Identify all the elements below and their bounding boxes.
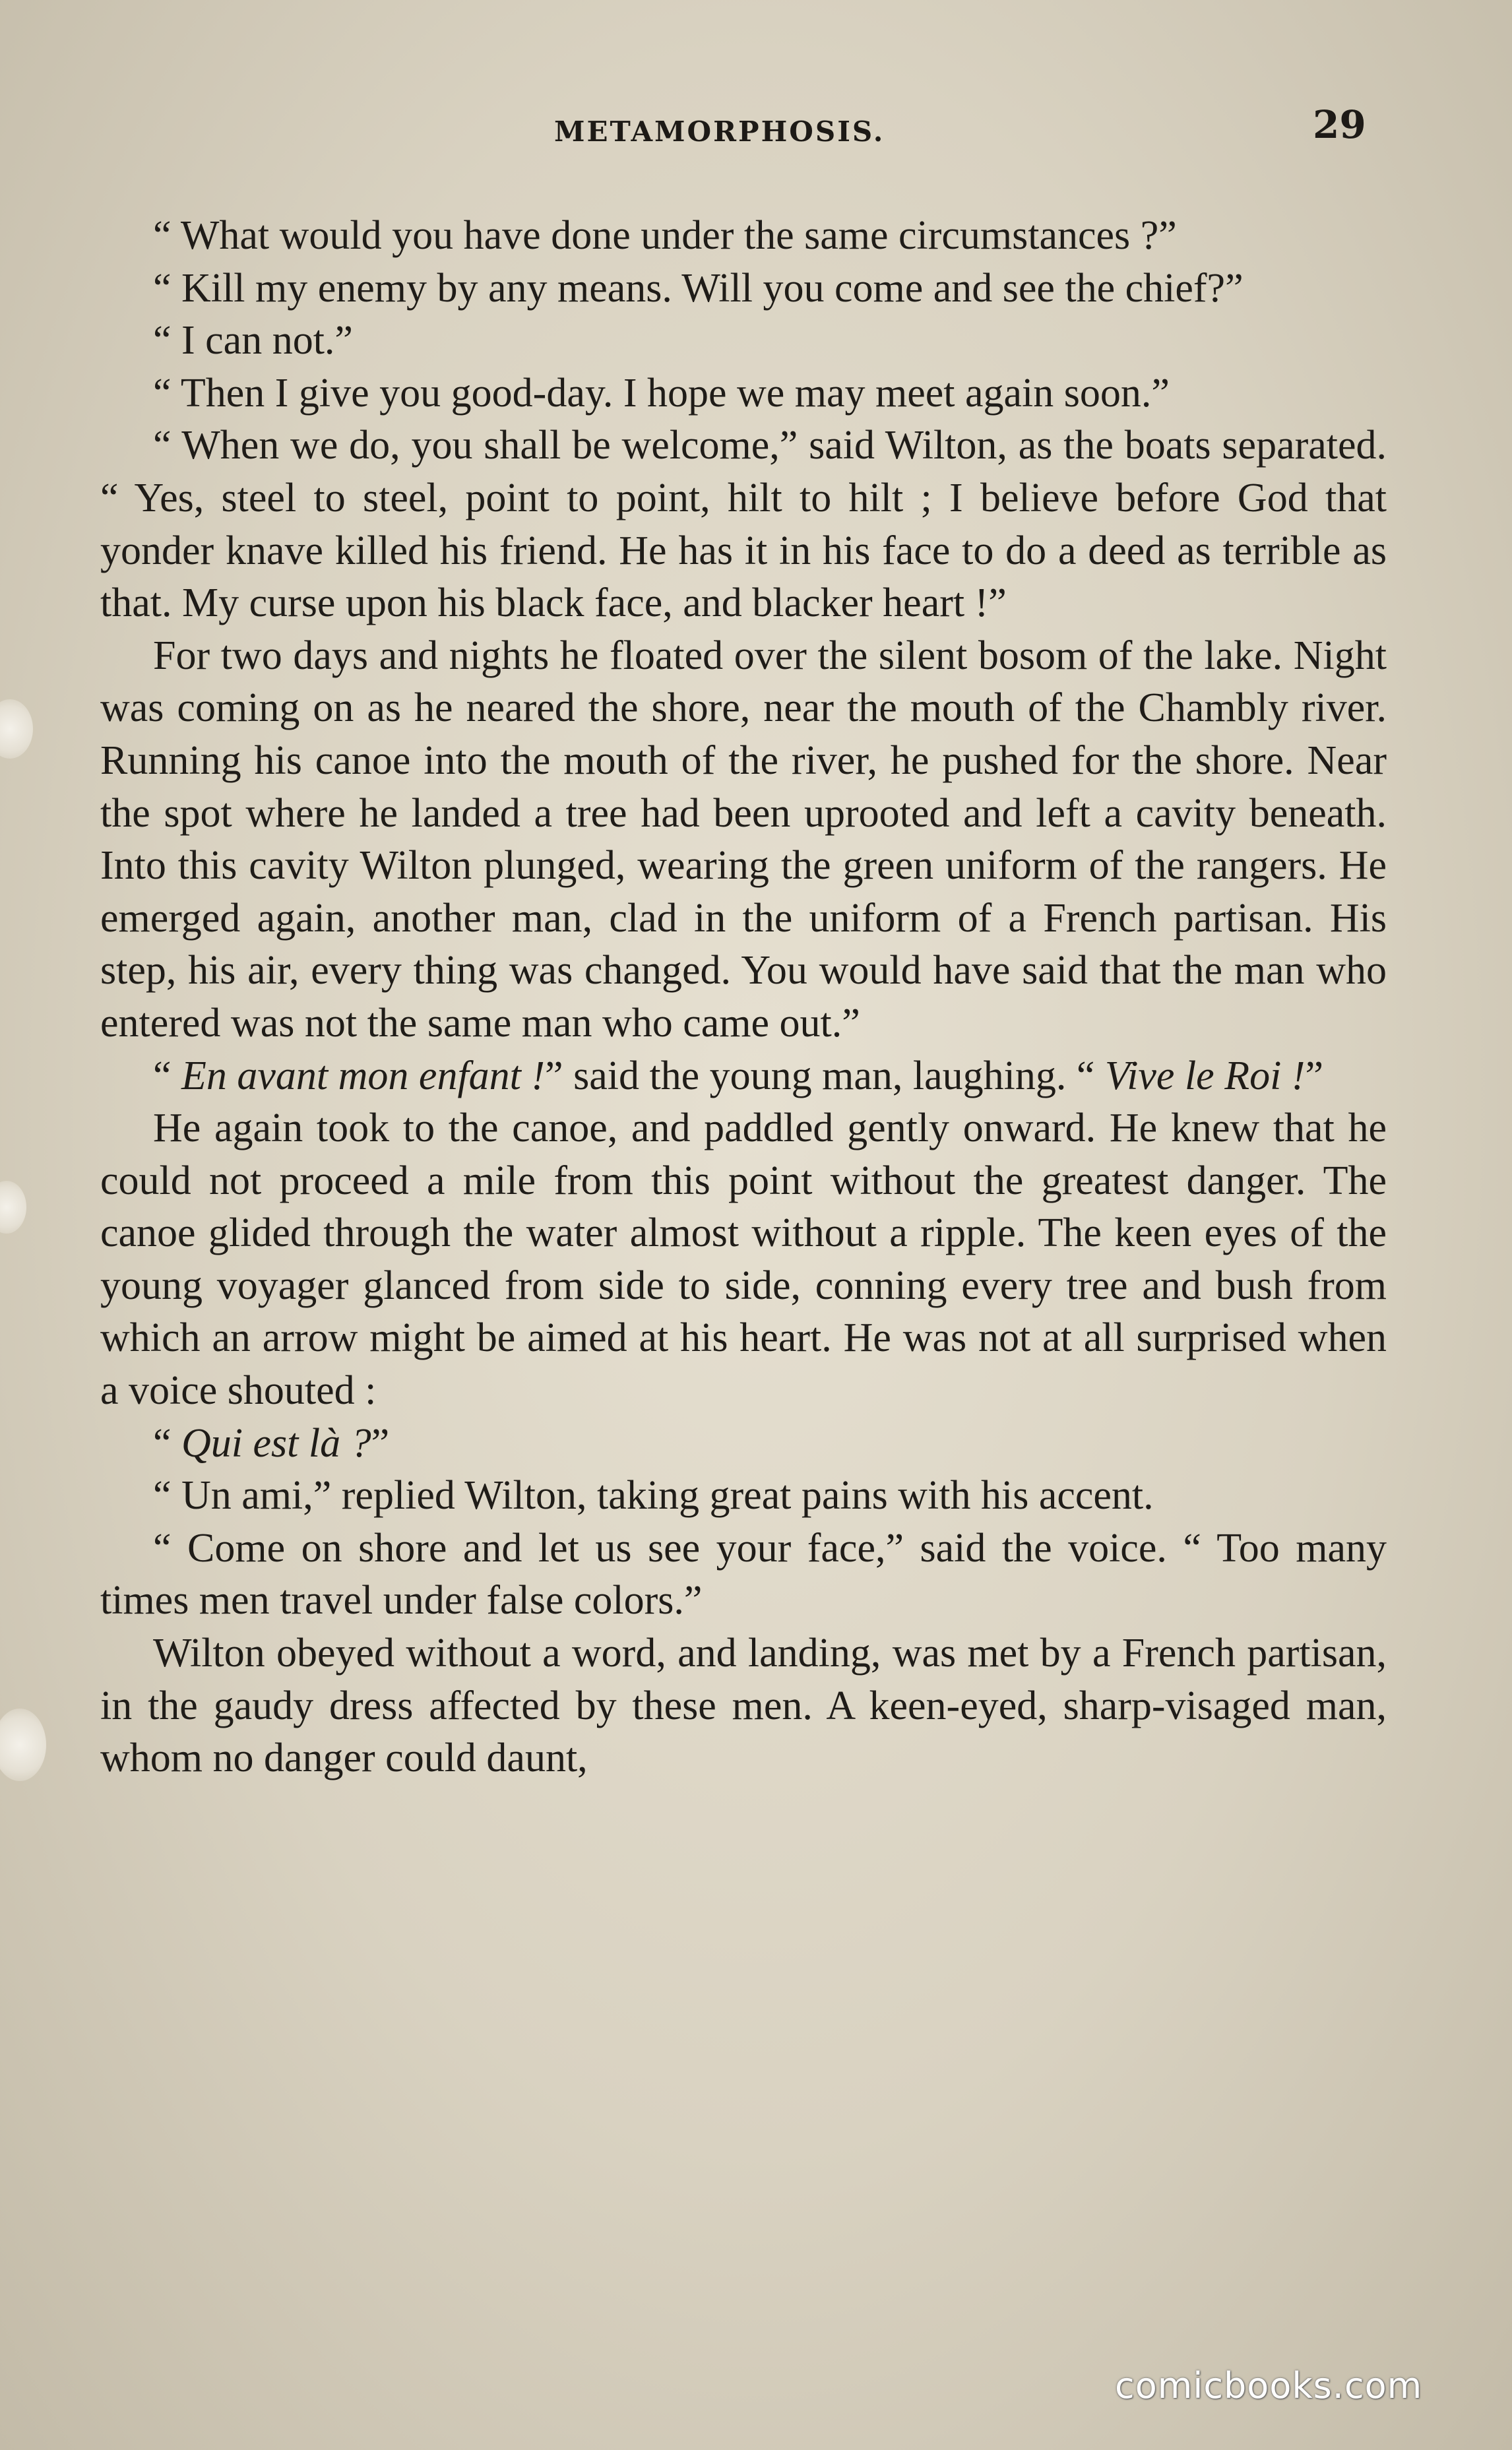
paragraph: He again took to the canoe, and paddled gently onward. He knew that he could not proceed a mile from this point without the greatest danger. The canoe glided through the water almost without a ripple. The keen eyes of the young voyager glanced from side to side, conning every tree and bush from which an arrow might be aimed at his heart. He was not at all surprised when a voice shouted :	[100, 1106, 1387, 1414]
binding-hole-top	[0, 699, 33, 759]
paragraph: Wilton obeyed without a word, and landing, was met by a French partisan, in the gaudy dress affected by these men. A keen-eyed, sharp-visaged man, whom no danger could daunt,	[100, 1631, 1387, 1781]
italic-phrase: Qui est là ?	[181, 1420, 371, 1466]
watermark: comicbooks.com	[1115, 2365, 1423, 2406]
binding-hole-bottom	[0, 1709, 46, 1781]
paragraph: For two days and nights he floated over the silent bosom of the lake. Night was coming on as he neared the shore, near the mouth of the Chambly river. Running his canoe into the mouth of the river, he pushed for the shore. Near the spot where he landed a tree had been uprooted and left a cavity beneath. Into this cavity Wilton plunged, wearing the green uniform of the rangers. He emerged again, another man, clad in the uniform of a French partisan. His step, his air, every thing was changed. You would have said that the man who entered was not the same man who came out.”	[100, 633, 1387, 1046]
page-number: 29	[1313, 102, 1366, 147]
binding-hole-middle	[0, 1181, 26, 1234]
paragraph: “ When we do, you shall be welcome,” said Wilton, as the boats separated. “ Yes, steel to steel, point to point, hilt to hilt ; I believe before God that yonder knave killed his friend. He has it in his face to do a deed as terrible as that. My curse upon his black face, and blacker heart !”	[100, 423, 1387, 626]
paragraph: “ En avant mon enfant !” said the young man, laughing. “ Vive le Roi !”	[153, 1053, 1323, 1098]
paragraph: “ Kill my enemy by any means. Will you come and see the chief?”	[153, 265, 1244, 311]
body-text	[100, 210, 1387, 1785]
paragraph: “ What would you have done under the same circumstances ?”	[153, 213, 1177, 258]
paragraph: “ Qui est là ?”	[153, 1420, 390, 1466]
running-head: METAMORPHOSIS.	[554, 115, 885, 148]
paragraph: “ Un ami,” replied Wilton, taking great pains with his accent.	[153, 1473, 1154, 1519]
paragraph: “ Then I give you good-day. I hope we may meet again soon.”	[153, 370, 1170, 416]
italic-phrase: En avant mon enfant !	[181, 1053, 546, 1098]
paragraph: “ Come on shore and let us see your face,” said the voice. “ Too many times men travel under false colors.”	[100, 1525, 1387, 1623]
italic-phrase: Vive le Roi !	[1104, 1053, 1306, 1098]
paragraph: “ I can not.”	[153, 318, 353, 363]
page-header	[0, 96, 1512, 155]
